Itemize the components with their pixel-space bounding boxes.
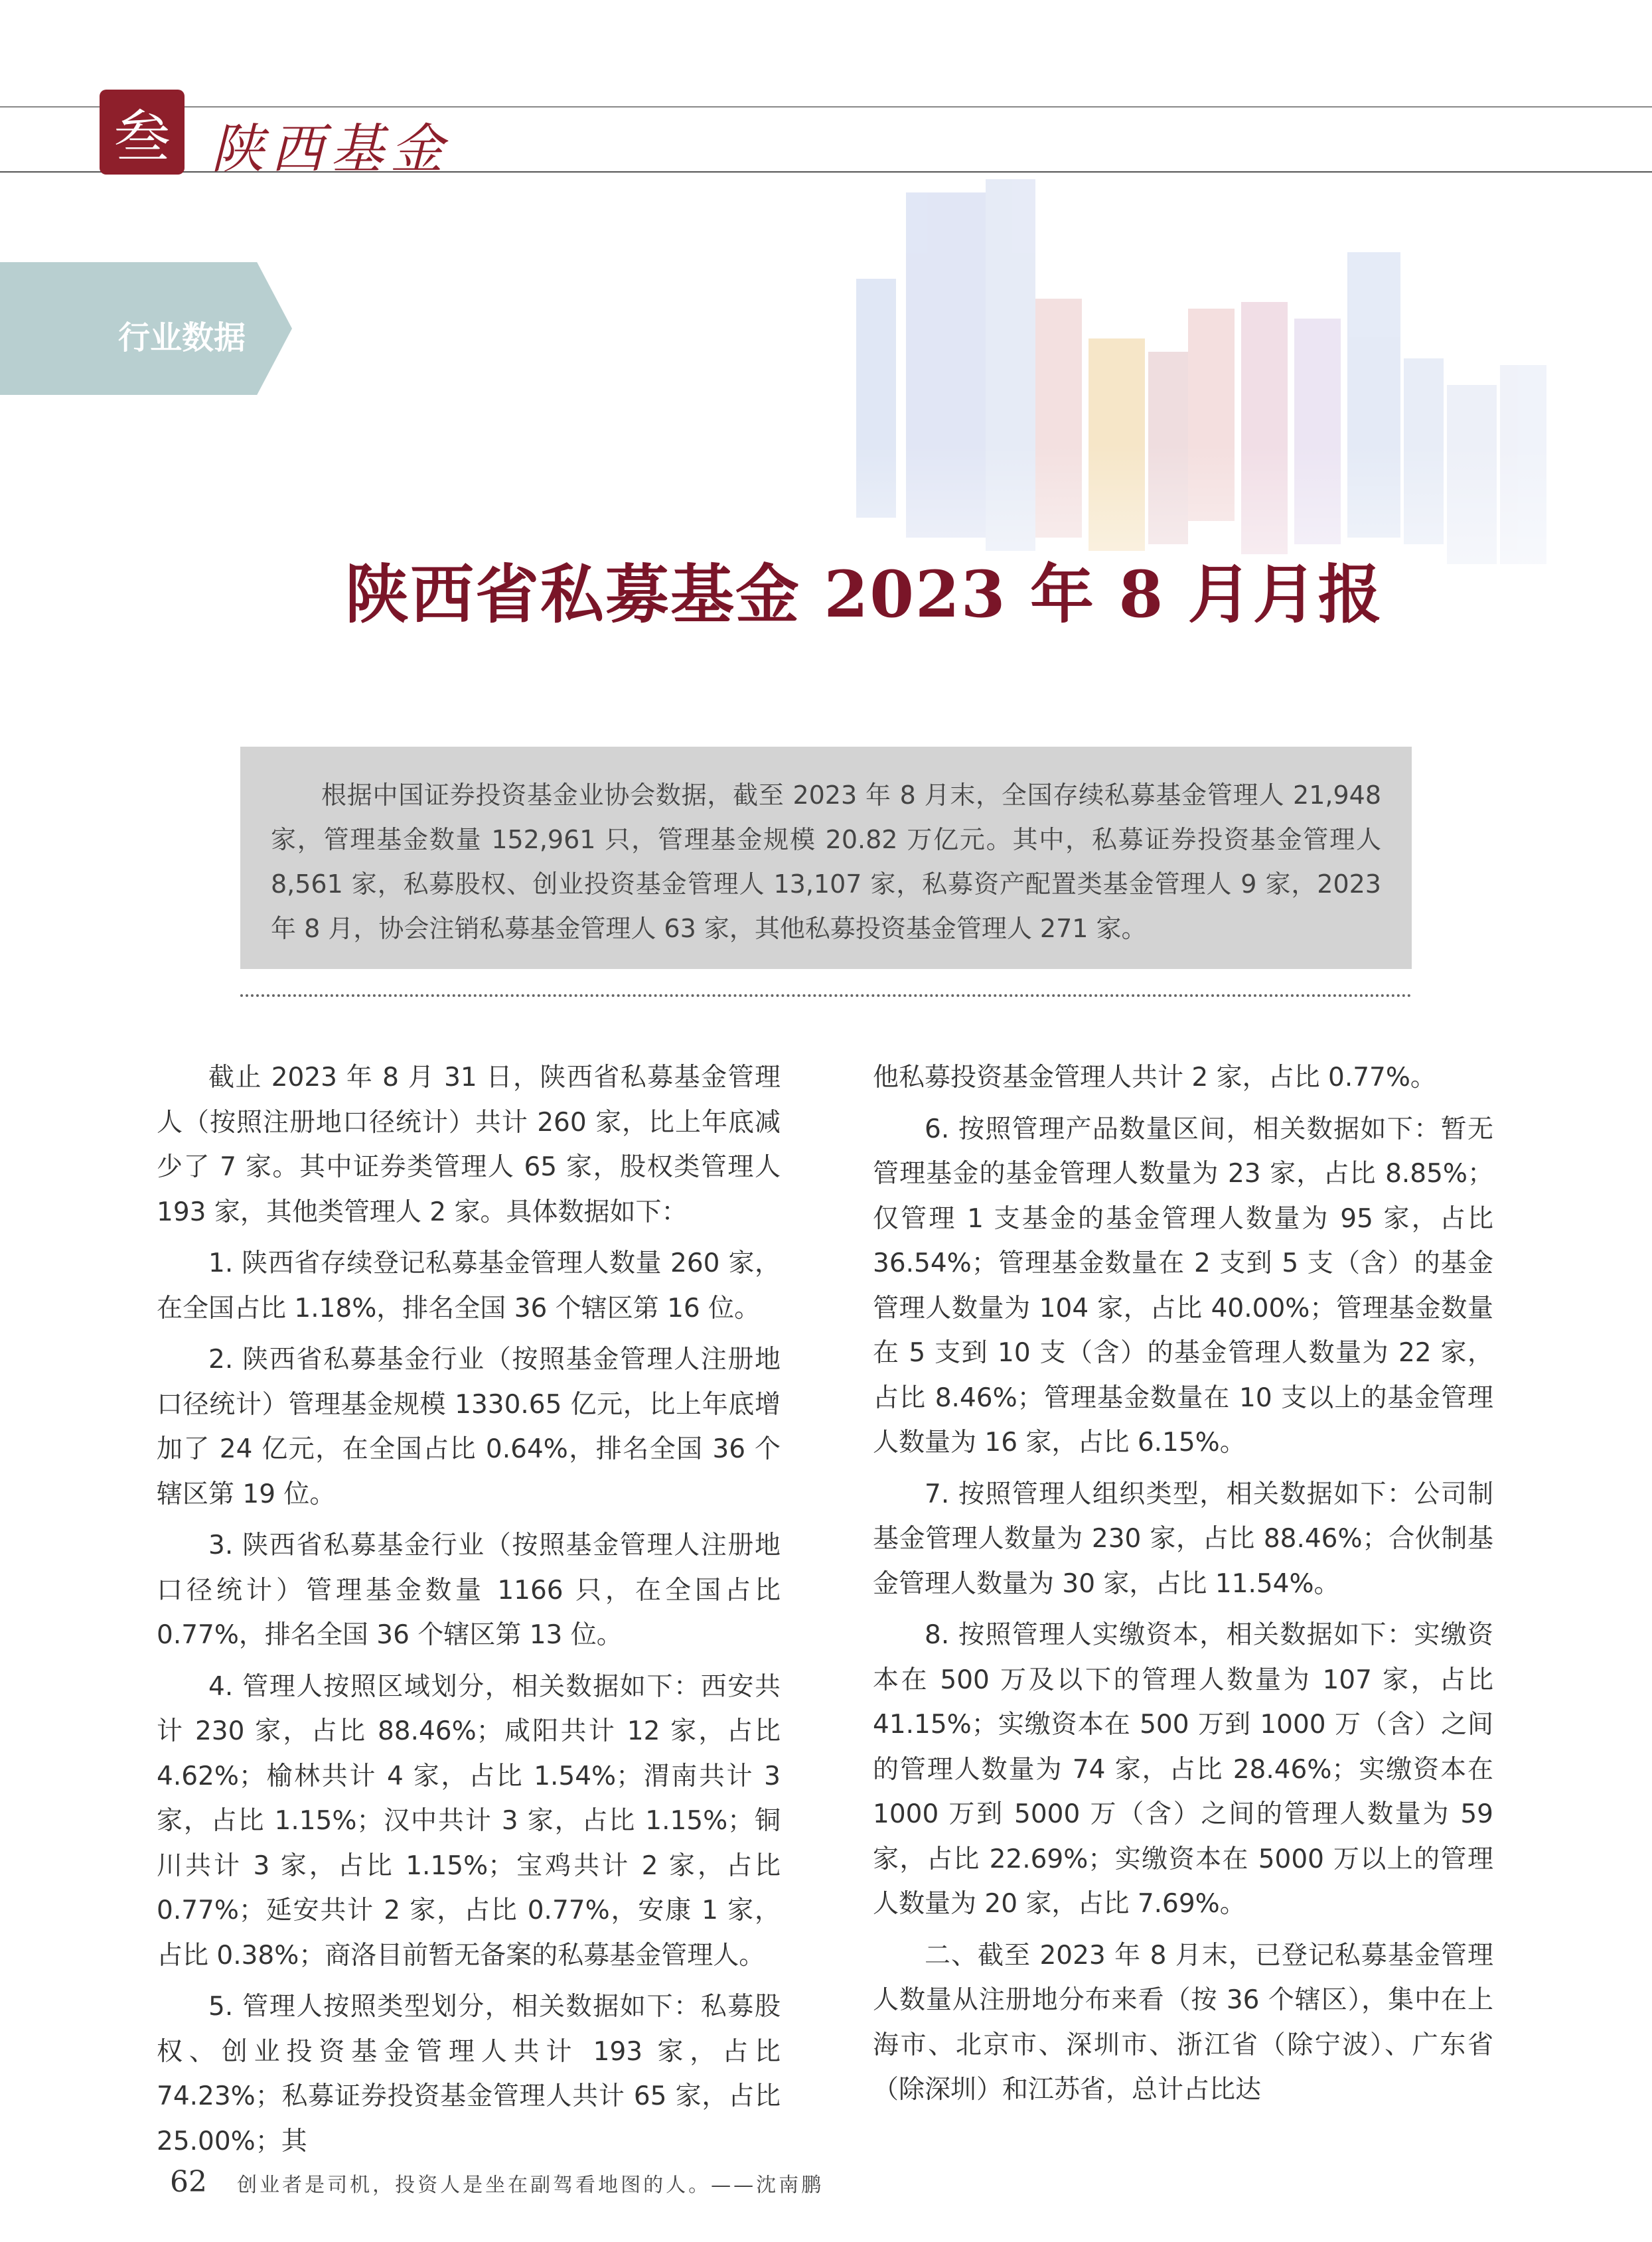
summary-text: 根据中国证券投资基金业协会数据，截至 2023 年 8 月末，全国存续私募基金管理人 21,948 家，管理基金数量 152,961 只，管理基金规模 20.82 万亿元。其中，私募证券投资基金管理人 8,561 家，私募股权、创业投资基金管理人 13,107 家，私募资产配置类基金管理人 9 家，2023 年 8 月，协会注销私募基金管理人 63 家，其他私募投资基金管理人 271 家。 (271, 781, 1381, 943)
paragraph: 2. 陕西省私募基金行业（按照基金管理人注册地口径统计）管理基金规模 1330.65 亿元，比上年底增加了 24 亿元，在全国占比 0.64%，排名全国 36 个辖区第 19 位。 (157, 1345, 781, 1509)
paragraph: 7. 按照管理人组织类型，相关数据如下：公司制基金管理人数量为 230 家，占比 88.46%；合伙制基金管理人数量为 30 家，占比 11.54%。 (873, 1479, 1493, 1599)
dotted-divider (240, 994, 1412, 997)
logo-seal-icon: 叁 (100, 90, 185, 175)
paragraph: 截止 2023 年 8 月 31 日，陕西省私募基金管理人（按照注册地口径统计）共计 260 家，比上年底减少了 7 家。其中证券类管理人 65 家，股权类管理人 193 家，其他类管理人 2 家。具体数据如下： (157, 1063, 781, 1227)
paragraph: 8. 按照管理人实缴资本，相关数据如下：实缴资本在 500 万及以下的管理人数量为 107 家，占比 41.15%；实缴资本在 500 万到 1000 万（含）之间的管理人数量为 74 家，占比 28.46%；实缴资本在 1000 万到 5000 万（含）之间的管理人数量为 59 家，占比 22.69%；实缴资本在 5000 万以上的管理人数量为 20 家，占比 7.69%。 (873, 1620, 1493, 1919)
paragraph: 二、截至 2023 年 8 月末，已登记私募基金管理人数量从注册地分布来看（按 36 个辖区），集中在上海市、北京市、深圳市、浙江省（除宁波）、广东省（除深圳）和江苏省，总计占比达 (873, 1940, 1493, 2105)
paragraph: 4. 管理人按照区域划分，相关数据如下：西安共计 230 家，占比 88.46%；咸阳共计 12 家，占比 4.62%；榆林共计 4 家，占比 1.54%；渭南共计 3 家，占比 1.15%；汉中共计 3 家，占比 1.15%；铜川共计 3 家，占比 1.15%；宝鸡共计 2 家，占比 0.77%；延安共计 2 家，占比 0.77%，安康 1 家，占比 0.38%；商洛目前暂无备案的私募基金管理人。 (157, 1671, 781, 1971)
paragraph: 5. 管理人按照类型划分，相关数据如下：私募股权、创业投资基金管理人共计 193 家，占比 74.23%；私募证券投资基金管理人共计 65 家，占比 25.00%；其 (157, 1992, 781, 2156)
body-column-left (157, 1055, 781, 2170)
summary-box (240, 747, 1412, 969)
body-column-right (873, 1055, 1493, 2119)
page-footer (170, 2165, 824, 2199)
brand-name: 陕西基金 (211, 118, 450, 180)
paragraph: 3. 陕西省私募基金行业（按照基金管理人注册地口径统计）管理基金数量 1166 只，在全国占比 0.77%，排名全国 36 个辖区第 13 位。 (157, 1531, 781, 1650)
paragraph-continued: 他私募投资基金管理人共计 2 家，占比 0.77%。 (873, 1063, 1436, 1092)
page-number: 62 (170, 2165, 207, 2199)
section-tag-label: 行业数据 (118, 319, 246, 356)
paragraph: 1. 陕西省存续登记私募基金管理人数量 260 家，在全国占比 1.18%，排名全国 36 个辖区第 16 位。 (157, 1248, 781, 1323)
article-title: 陕西省私募基金 2023 年 8 月月报 (345, 557, 1383, 632)
footer-quote: 创业者是司机，投资人是坐在副驾看地图的人。——沈南鹏 (237, 2174, 824, 2197)
paragraph: 6. 按照管理产品数量区间，相关数据如下：暂无管理基金的基金管理人数量为 23 家，占比 8.85%；仅管理 1 支基金的基金管理人数量为 95 家，占比 36.54%；管理基金数量在 2 支到 5 支（含）的基金管理人数量为 104 家，占比 40.00%；管理基金数量在 5 支到 10 支（含）的基金管理人数量为 22 家，占比 8.46%；管理基金数量在 10 支以上的基金管理人数量为 16 家，占比 6.15%。 (873, 1114, 1493, 1457)
